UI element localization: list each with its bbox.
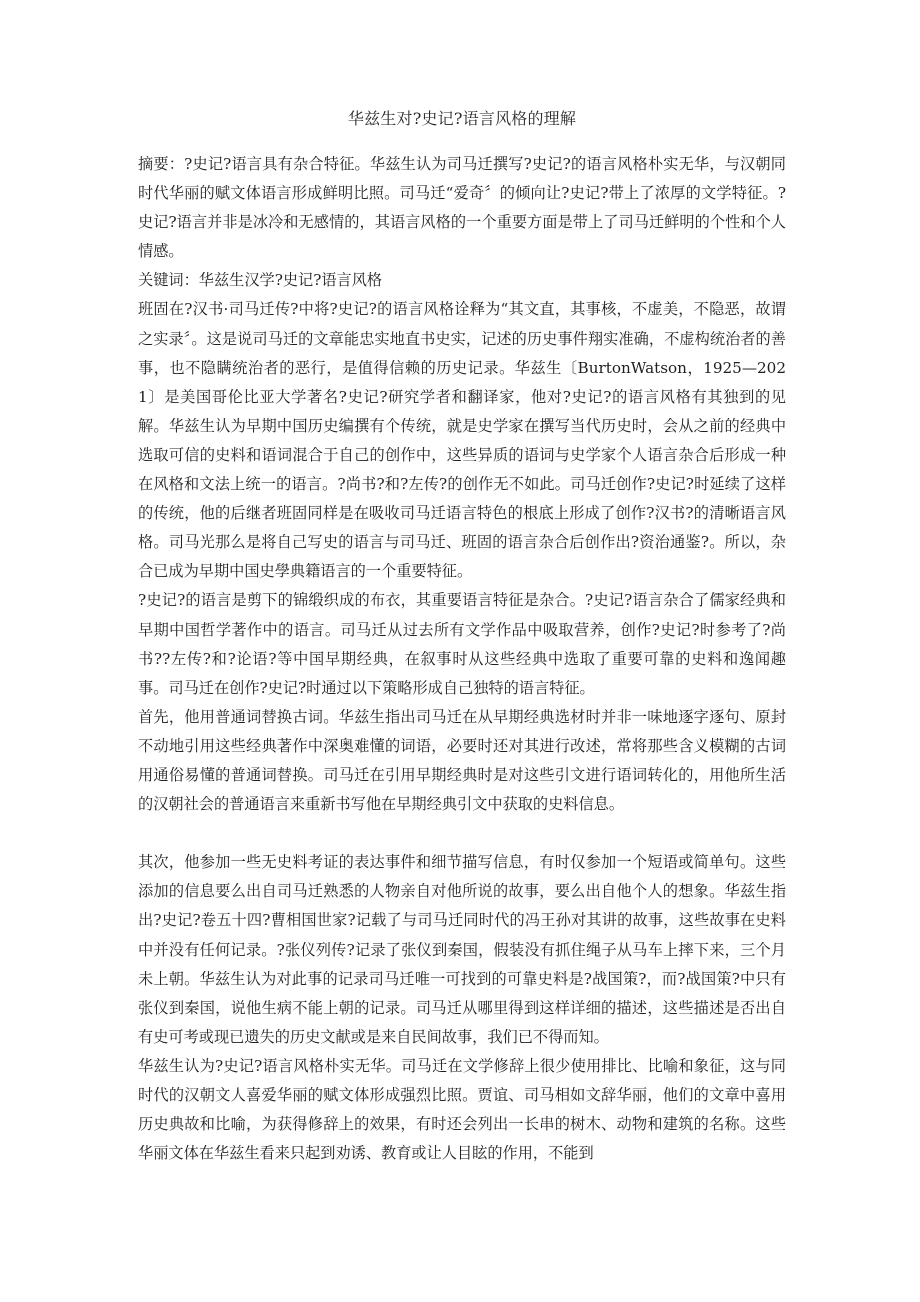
document-content: [138, 104, 786, 1168]
body-paragraph-4: 其次，他参加一些无史料考证的表达事件和细节描写信息，有时仅参加一个短语或简单句。这些添加的信息要么出自司马迁熟悉的人物亲自对他所说的故事，要么出自他个人的想象。华兹生指出?史记?卷五十四?曹相国世家?记载了与司马迁同时代的冯王孙对其讲的故事，这些故事在史料中并没有任何记录。?张仪列传?记录了张仪到秦国，假装没有抓住绳子从马车上摔下来，三个月未上朝。华兹生认为对此事的记录司马迁唯一可找到的可靠史料是?战国策?，而?战国策?中只有张仪到秦国，说他生病不能上朝的记录。司马迁从哪里得到这样详细的描述，这些描述是否出自有史可考或现已遗失的历史文献或是来自民间故事，我们已不得而知。: [138, 853, 786, 1046]
body-paragraph-3: 首先，他用普通词替换古词。华兹生指出司马迁在从早期经典选材时并非一味地逐字逐句、原封不动地引用这些经典著作中深奥难懂的词语，必要时还对其进行改述，常将那些含义模糊的古词用通俗易懂的普通词替换。司马迁在引用早期经典时是对这些引文进行语词转化的，用他所生活的汉朝社会的普通语言来重新书写他在早期经典引文中获取的史料信息。: [138, 707, 786, 814]
paragraph-spacer: [138, 819, 786, 848]
keywords-paragraph: 关键词：华兹生汉学?史记?语言风格: [138, 271, 383, 290]
body-paragraph-5: 华兹生认为?史记?语言风格朴实无华。司马迁在文学修辞上很少使用排比、比喻和象征，这与同时代的汉朝文人喜爱华丽的赋文体形成强烈比照。贾谊、司马相如文辞华丽，他们的文章中喜用历史典故和比喻，为获得修辞上的效果，有时还会列出一长串的树木、动物和建筑的名称。这些华丽文体在华兹生看来只起到劝诱、教育或让人目眩的作用，不能到: [138, 1056, 786, 1163]
abstract-paragraph: 摘要：?史记?语言具有杂合特征。华兹生认为司马迁撰写?史记?的语言风格朴实无华，与汉朝同时代华丽的赋文体语言形成鲜明比照。司马迁“爱奇〞的倾向让?史记?带上了浓厚的文学特征。?史记?语言并非是冰冷和无感情的，其语言风格的一个重要方面是带上了司马迁鲜明的个性和个人情感。: [138, 155, 786, 261]
page-title: 华兹生对?史记?语言风格的理解: [347, 109, 577, 128]
body-paragraph-1: 班固在?汉书·司马迁传?中将?史记?的语言风格诠释为“其文直，其事核，不虚美，不隐恶，故谓之实录〞。这是说司马迁的文章能忠实地直书史实，记述的历史事件翔实准确，不虚构统治者的善事，也不隐瞒统治者的恶行，是值得信赖的历史记录。华兹生〔BurtonWatson，1925—2021〕是美国哥伦比亚大学著名?史记?研究学者和翻译家，他对?史记?的语言风格有其独到的见解。华兹生认为早期中国历史编撰有个传统，就是史学家在撰写当代历史时，会从之前的经典中选取可信的史料和语词混合于自己的创作中，这些异质的语词与史学家个人语言杂合后形成一种在风格和文法上统一的语言。?尚书?和?左传?的创作无不如此。司马迁创作?史记?时延续了这样的传统，他的后继者班固同样是在吸收司马迁语言特色的根底上形成了创作?汉书?的清晰语言风格。司马光那么是将自己写史的语言与司马迁、班固的语言杂合后创作出?资治通鉴?。所以，杂合已成为早期中国史學典籍语言的一个重要特征。: [138, 300, 786, 581]
page-bottom-whitespace: [0, 1190, 920, 1302]
body-paragraph-2: ?史记?的语言是剪下的锦缎织成的布衣，其重要语言特征是杂合。?史记?语言杂合了儒家经典和早期中国哲学著作中的语言。司马迁从过去所有文学作品中吸取营养，创作?史记?时参考了?尚书??左传?和?论语?等中国早期经典，在叙事时从这些经典中选取了重要可靠的史料和逸闻趣事。司马迁在创作?史记?时通过以下策略形成自己独特的语言特征。: [138, 591, 786, 697]
